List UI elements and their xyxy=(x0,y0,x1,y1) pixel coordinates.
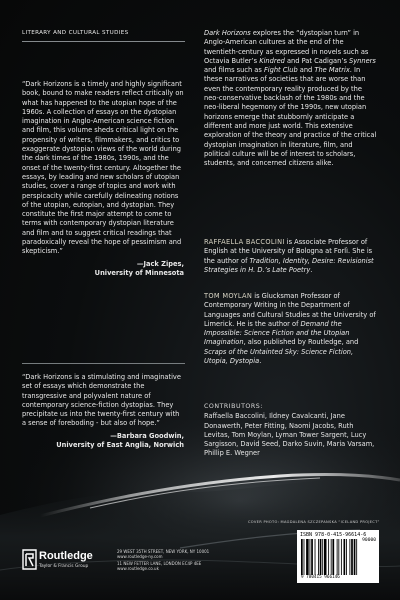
description-text: . In these narratives of societies that are worse than even the contemporary reality produced by the neo-conservative backlash of the 1980s and the neo-liberal hegemony of the 1990s, new utopian horizons emerge that stubbornly anticipate a different and more just world. This extensive exploration of the theory and practice of the critical dystopian imagination in literature, film, and political culture will be of interest to scholars, students, and concerned citizens alike. xyxy=(204,66,377,168)
bio-text: . xyxy=(310,265,313,274)
publisher-group: Taylor & Francis Group xyxy=(39,564,89,569)
ean-number: 9 780415 966146 xyxy=(301,575,340,580)
quote-institution: University of East Anglia, Norwich xyxy=(56,441,184,450)
price-code: 90000 xyxy=(362,538,376,543)
cover-photo-credit: COVER PHOTO: MAGDALENA SZCZEPANSKA “ICELAND PROJECT” xyxy=(248,520,380,524)
isbn-text: ISBN 978-0-415-96614-6 xyxy=(300,532,367,538)
work-title: Kindred xyxy=(259,56,285,65)
website: www.routledge-ny.com xyxy=(117,554,163,560)
quote-text: “Dark Horizons is a timely and highly significant book, bound to make readers reflect critically on what has happened to the utopian hope of the 1960s. A collection of essays on the dystopian imagination in Anglo-American science fiction and film, this volume sheds critical light on the propensity of writers, filmmakers, and critics to exaggerate dystopian views of the world during the dark times of the 1980s, 1990s, and the onset of the twenty-first century. Altogether the essays, by leading and new scholars of utopian studies, cover a range of topics and work with perspicacity while carefully delineating notions of the utopian, eutopian, and dystopian. They constitute the first major attempt to come to terms with contemporary dystopian literature and film and to suggest critical readings that paradoxically reveal the hope of pessimism and skepticism.” xyxy=(22,80,184,256)
work-title: Tradition, Identity, Desire: Revisionist Strategies in H. D.’s Late Poetry xyxy=(204,256,374,274)
description-text: and Pat Cadigan’s xyxy=(284,56,350,65)
description-text: and films such as xyxy=(204,66,264,75)
divider xyxy=(22,363,185,364)
work-title: The Matrix xyxy=(314,66,350,75)
contributors-list xyxy=(204,402,378,459)
work-title: Scraps of the Untainted Sky: Science Fiction, Utopia, Dystopia xyxy=(204,347,354,366)
endorsement-quote xyxy=(22,80,184,278)
publisher-name: Routledge xyxy=(39,550,93,562)
editor-name: TOM MOYLAN xyxy=(204,292,253,300)
isbn-barcode xyxy=(297,530,379,583)
endorsement-quote xyxy=(22,373,184,450)
address-line: 11 NEW FETTER LANE, LONDON EC4P 4EE xyxy=(117,560,202,566)
contributors-heading: CONTRIBUTORS: xyxy=(204,403,263,410)
bio-text: is Glucksman Professor of Contemporary Writing in the Department of Languages and Cultural Studies at the University of Limerick. He is the author of xyxy=(204,292,376,328)
routledge-mark-icon xyxy=(22,549,37,570)
editor-bio xyxy=(204,238,378,275)
quote-attribution: —Jack Zipes, xyxy=(136,259,184,268)
quote-text: “Dark Horizons is a stimulating and imaginative set of essays which demonstrate the transgressive and polyvalent nature of contemporary science-fiction dystopias. They precipitate us into the twenty-first century with a sense of foreboding - but also of hope.” xyxy=(22,373,181,428)
bio-text: , also published by Routledge, and xyxy=(243,338,359,347)
publisher-addresses xyxy=(117,549,209,571)
quote-institution: University of Minnesota xyxy=(94,268,184,277)
work-title: Synners xyxy=(349,56,376,65)
editor-name: RAFFAELLA BACCOLINI xyxy=(204,238,285,246)
work-title: Fight Club xyxy=(263,66,298,75)
barcode-bars-icon xyxy=(301,539,375,575)
contributors-names: Raffaella Baccolini, Ildney Cavalcanti, Jane Donawerth, Peter Fitting, Naomi Jacobs, Ruth Levitas, Tom Moylan, Lyman Tower Sargent, Lucy Sargisson, David Seed, Darko Suvin, Maria Varsam, Phillip E. Wegner xyxy=(204,412,375,458)
website: www.routledge.co.uk xyxy=(117,566,159,572)
editor-bio xyxy=(204,292,378,366)
divider xyxy=(22,41,185,42)
address-uk xyxy=(117,561,209,571)
address-line: 29 WEST 35TH STREET, NEW YORK, NY 10001 xyxy=(117,549,210,554)
bio-text: . xyxy=(259,357,262,366)
bio-text: is Associate Professor of English at the University of Bologna at Forlì. She is the author of xyxy=(204,238,373,265)
book-title: Dark Horizons xyxy=(204,29,251,37)
publisher-logo xyxy=(22,547,92,575)
address-us xyxy=(117,549,209,559)
book-description xyxy=(204,29,378,168)
description-text: and xyxy=(297,66,315,75)
series-label: LITERARY AND CULTURAL STUDIES xyxy=(22,30,129,36)
quote-attribution: —Barbara Goodwin, xyxy=(110,431,184,440)
work-title: Demand the Impossible: Science Fiction and the Utopian Imagination xyxy=(204,319,350,347)
description-text: explores the “dystopian turn” in Anglo-American cultures at the end of the twentieth-century as expressed in novels such as Octavia Butler’s xyxy=(204,29,369,65)
